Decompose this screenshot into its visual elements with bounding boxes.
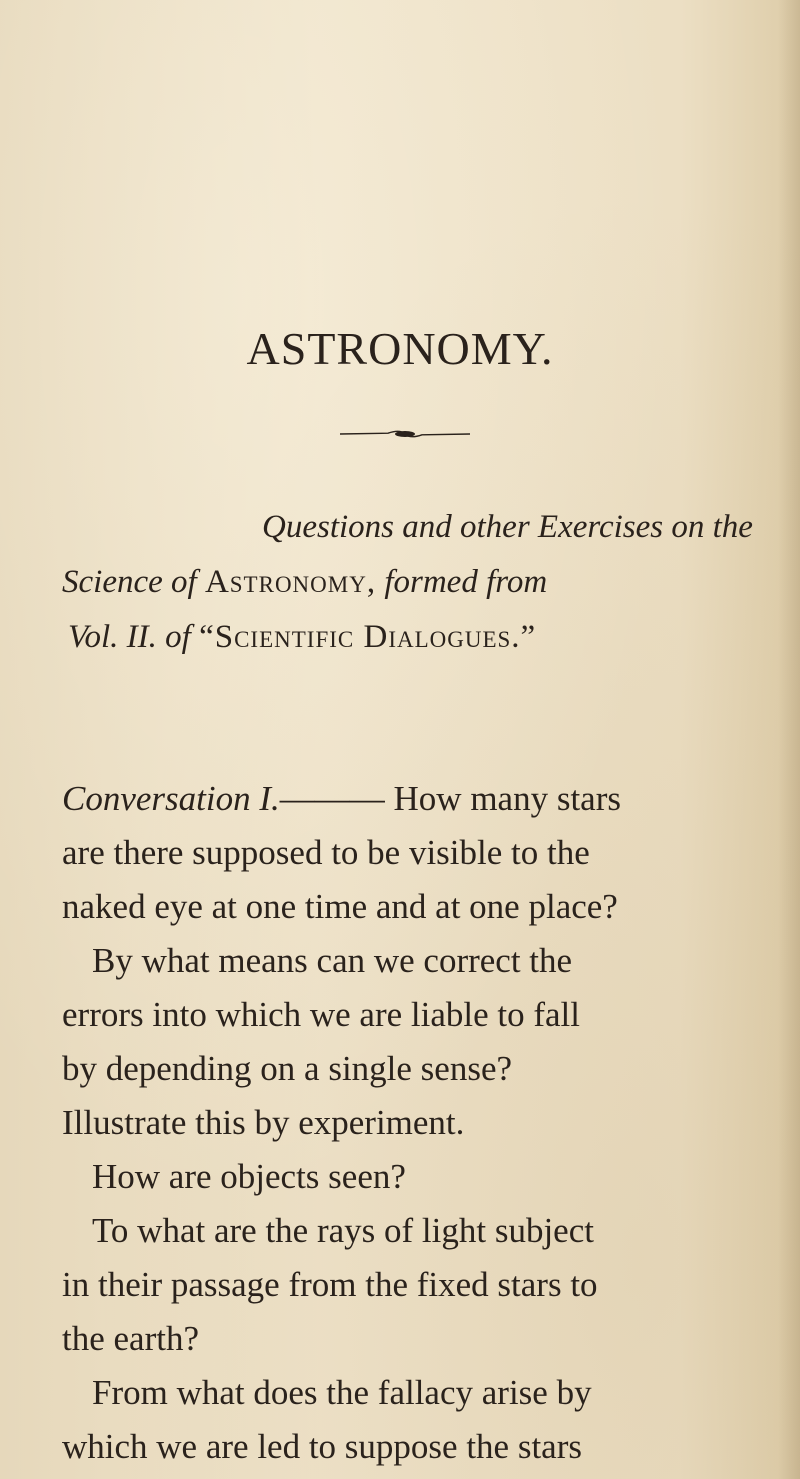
section-heading	[62, 500, 782, 665]
question-2-line-3: by depending on a single sense?	[62, 1049, 513, 1088]
heading-line-2	[62, 555, 782, 610]
question-1-line-2	[62, 826, 762, 880]
questions-body	[62, 772, 762, 1474]
question-6-line-1: From what does the fallacy arise by	[92, 1373, 592, 1412]
question-5-line-2: in their passage from the fixed stars to	[62, 1265, 598, 1304]
heading-science-of: Science of	[62, 564, 197, 600]
heading-formed-from: formed from	[384, 564, 548, 600]
heading-vol-ii-of: Vol. II. of	[68, 619, 191, 655]
running-title: ASTRONOMY.	[246, 323, 554, 374]
conversation-label-group	[62, 779, 385, 818]
question-3-line-1: Illustrate this by experiment.	[62, 1103, 465, 1142]
question-1-text-2: are there supposed to be visible to the	[62, 833, 590, 872]
page-edge-shadow	[778, 0, 800, 1479]
question-6-line-2: which we are led to suppose the stars	[62, 1427, 582, 1466]
em-dash: ———	[279, 779, 385, 818]
heading-line-3	[68, 610, 782, 665]
question-1-line-1	[62, 772, 762, 826]
question-1-line-3: naked eye at one time and at one place?	[62, 887, 618, 926]
question-2-line-2: errors into which we are liable to fall	[62, 995, 580, 1034]
question-4-line-1: How are objects seen?	[92, 1157, 406, 1196]
heading-line-1: Questions and other Exercises on the	[262, 509, 753, 545]
heading-scientific-dialogues: “Scientific Dialogues.”	[199, 619, 537, 655]
question-5-line-3: the earth?	[62, 1319, 199, 1358]
heading-astronomy: Astronomy,	[204, 564, 377, 600]
ornament-rule	[340, 428, 470, 440]
question-5-line-1: To what are the rays of light subject	[92, 1211, 594, 1250]
conversation-label: Conversation I.	[62, 779, 280, 818]
question-1-text-1: How many stars	[393, 779, 621, 818]
question-2-line-1: By what means can we correct the	[92, 941, 573, 980]
